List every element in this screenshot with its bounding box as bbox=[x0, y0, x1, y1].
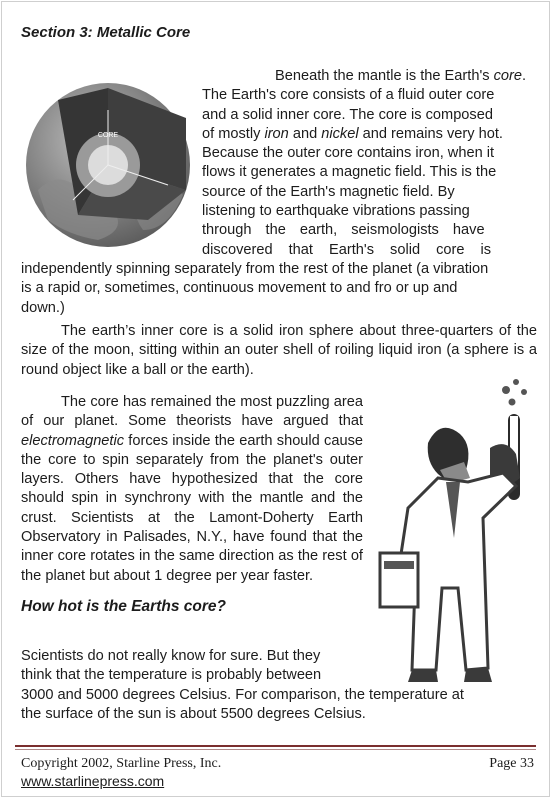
scientist-with-test-tube-image bbox=[378, 378, 543, 688]
footer-page-number: Page 33 bbox=[489, 756, 534, 771]
footer-rule-thin bbox=[15, 749, 536, 750]
footer-copyright: Copyright 2002, Starline Press, Inc. bbox=[21, 756, 222, 771]
footer-rule-thick bbox=[15, 745, 536, 747]
section-heading: Section 3: Metallic Core bbox=[21, 24, 191, 41]
paragraph-3: The core has remained the most puzzling area of our planet. Some theorists have argued that electromagnetic forces inside the earth should cause the core to spin separately from the planet's outer layers. Others have hypothesized that the core should spin in synchrony with the mantle and the crust. Scientists at the Lamont-Doherty Earth Observatory in Palisades, N.Y., have found that the inner core rotates in the same direction as the rest of the planet but about 1 degree per year faster. bbox=[21, 394, 363, 584]
core-label: CORE bbox=[97, 132, 119, 139]
paragraph-1: Beneath the mantle is the Earth's core. The Earth's core consists of a fluid outer core and a solid inner core. The core is composed of mostly iron and nickel and remains very hot. Because the outer core contains iron, when it flows it generates a magnetic field. This is the source of the Earth's magnetic field. By listening to earthquake vibrations passing through the earth, seismologists have discovered that Earth's solid core is independently spinning separately from the rest of the planet (a vibration is a rapid or, sometimes, continuous movement to and fro or up and down.) bbox=[21, 68, 527, 316]
subheading-core-temperature: How hot is the Earths core? bbox=[21, 598, 226, 615]
paragraph-2: The earth’s inner core is a solid iron sphere about three-quarters of the size of the moon, sitting within an outer shell of roiling liquid iron (a sphere is a round object like a ball or the earth). bbox=[21, 323, 537, 378]
footer-website-link[interactable]: www.starlinepress.com bbox=[21, 773, 165, 789]
paragraph-4: Scientists do not really know for sure. But they think that the temperature is probably between 3000 and 5000 degrees Celsius. For comparison, the temperature at the surface of the sun is about 5500 degrees Celsius. bbox=[21, 648, 464, 722]
